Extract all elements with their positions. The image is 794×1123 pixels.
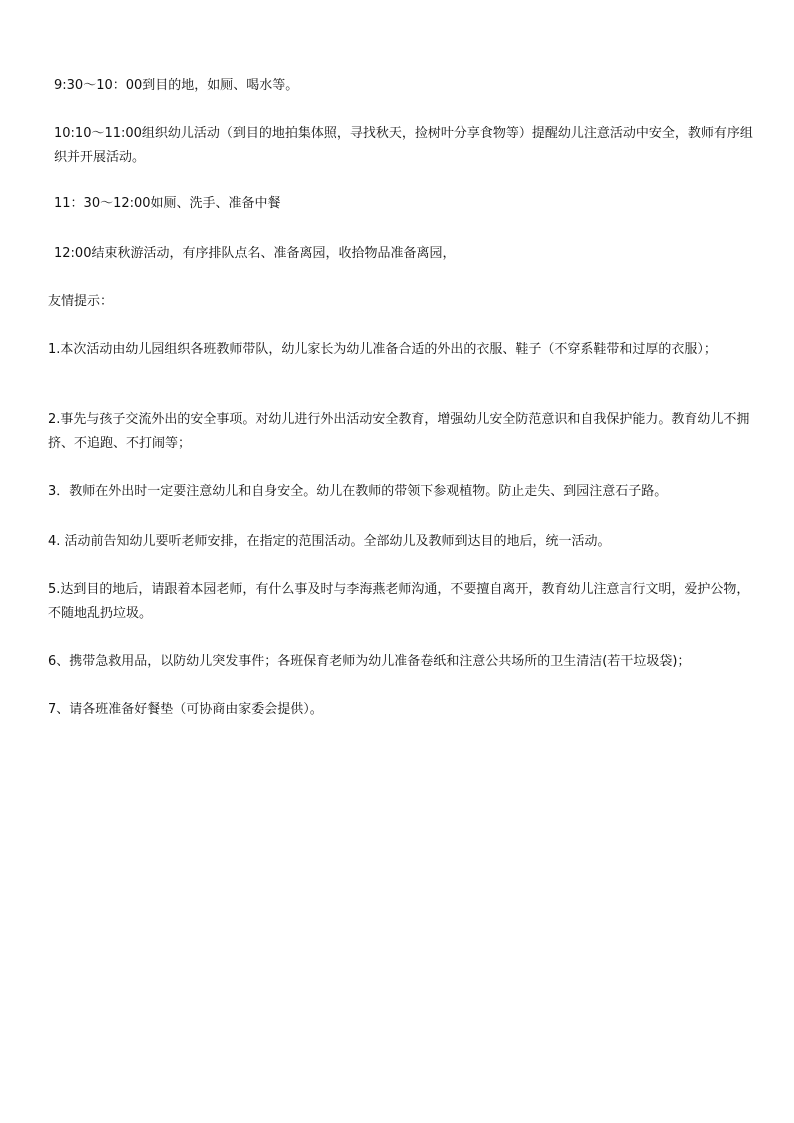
- schedule-item-activity: 10:10～11:00组织幼儿活动（到目的地拍集体照，寻找秋天，捡树叶分享食物等）提醒幼儿注意活动中安全，教师有序组织并开展活动。: [54, 126, 753, 165]
- tip-item-4: 4. 活动前告知幼儿要听老师安排，在指定的范围活动。全部幼儿及教师到达目的地后，统一活动。: [48, 534, 611, 549]
- tip-item-7: 7、请各班准备好餐垫（可协商由家委会提供）。: [48, 702, 323, 717]
- tip-item-2: 2.事先与孩子交流外出的安全事项。对幼儿进行外出活动安全教育，增强幼儿安全防范意识和自我保护能力。教育幼儿不拥挤、不追跑、不打闹等；: [48, 412, 750, 451]
- schedule-item-arrival: 9:30～10：00到目的地，如厕、喝水等。: [54, 78, 299, 93]
- tip-item-5: 5.达到目的地后，请跟着本园老师，有什么事及时与李海燕老师沟通，不要擅自离开，教育幼儿注意言行文明，爱护公物，不随地乱扔垃圾。: [48, 582, 750, 621]
- tips-heading: 友情提示：: [48, 294, 114, 309]
- tip-item-3: 3．教师在外出时一定要注意幼儿和自身安全。幼儿在教师的带领下参观植物。防止走失、到园注意石子路。: [48, 484, 668, 499]
- tip-item-6: 6、携带急救用品，以防幼儿突发事件；各班保育老师为幼儿准备卷纸和注意公共场所的卫生清洁(若干垃圾袋)；: [48, 654, 691, 669]
- schedule-item-end: 12:00结束秋游活动，有序排队点名、准备离园，收拾物品准备离园，: [54, 246, 456, 261]
- tip-item-1: 1.本次活动由幼儿园组织各班教师带队，幼儿家长为幼儿准备合适的外出的衣服、鞋子（不穿系鞋带和过厚的衣服）；: [48, 342, 717, 357]
- schedule-item-lunch: 11：30～12:00如厕、洗手、准备中餐: [54, 196, 281, 211]
